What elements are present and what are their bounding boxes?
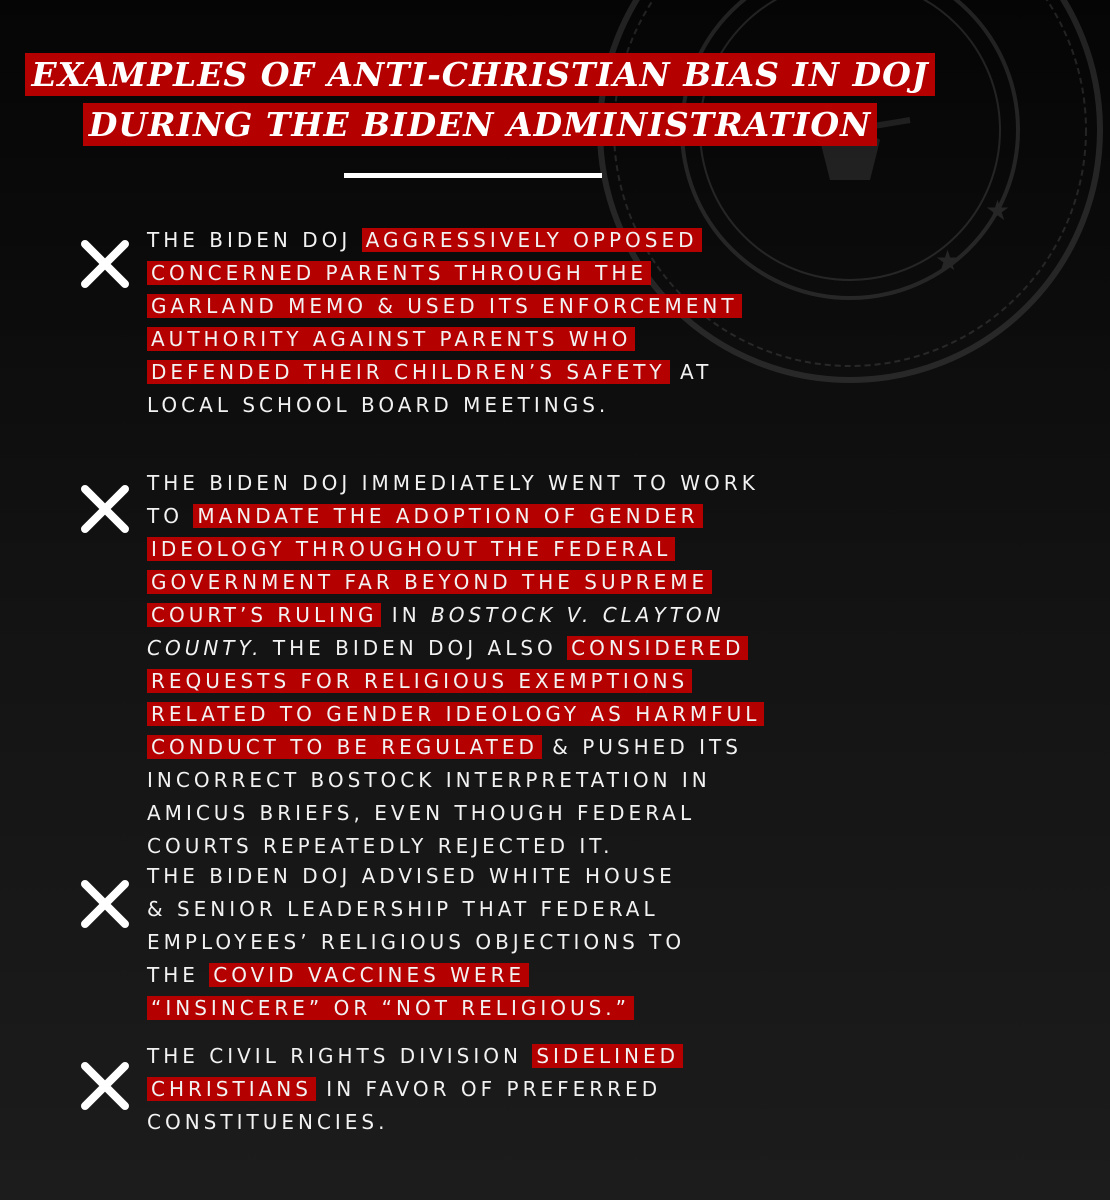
text-line	[147, 566, 887, 599]
page-title	[0, 50, 960, 150]
text-line	[147, 893, 887, 926]
plain-text: CONSTITUENCIES.	[147, 1110, 389, 1134]
text-line	[147, 830, 887, 863]
italic-case-name: BOSTOCK V. CLAYTON	[431, 603, 725, 627]
text-line	[147, 467, 887, 500]
text-line	[147, 224, 887, 257]
plain-text: THE BIDEN DOJ ADVISED WHITE HOUSE	[147, 864, 676, 888]
plain-text: THE BIDEN DOJ IMMEDIATELY WENT TO WORK	[147, 471, 759, 495]
plain-text: INCORRECT BOSTOCK INTERPRETATION IN	[147, 768, 711, 792]
highlight-text: COVID VACCINES WERE	[209, 963, 529, 987]
highlight-text: CONDUCT TO BE REGULATED	[147, 735, 542, 759]
text-line	[147, 356, 887, 389]
title-underline	[344, 173, 602, 178]
plain-text: & PUSHED ITS	[541, 735, 742, 759]
highlight-text: IDEOLOGY THROUGHOUT THE FEDERAL	[147, 537, 675, 561]
text-line	[147, 632, 887, 665]
text-line	[147, 992, 887, 1025]
highlight-text: AGGRESSIVELY OPPOSED	[362, 228, 702, 252]
text-line	[147, 860, 887, 893]
text-line	[147, 533, 887, 566]
highlight-text: MANDATE THE ADOPTION OF GENDER	[193, 504, 702, 528]
plain-text: IN	[381, 603, 432, 627]
text-line	[147, 1073, 887, 1106]
highlight-text: GARLAND MEMO & USED ITS ENFORCEMENT	[147, 294, 742, 318]
text-line	[147, 257, 887, 290]
bias-example-text	[147, 860, 887, 1025]
plain-text: EMPLOYEES’ RELIGIOUS OBJECTIONS TO	[147, 930, 686, 954]
svg-text:★: ★	[985, 194, 1011, 227]
title-line-2: DURING THE BIDEN ADMINISTRATION	[83, 103, 878, 146]
bias-example-text	[147, 224, 887, 422]
highlight-text: SIDELINED	[532, 1044, 683, 1068]
text-line	[147, 290, 887, 323]
plain-text: TO	[147, 504, 194, 528]
plain-text: THE BIDEN DOJ	[147, 228, 362, 252]
bias-example-text	[147, 1040, 887, 1139]
svg-text:★: ★	[935, 244, 961, 277]
x-mark-icon	[79, 238, 131, 290]
x-mark-icon	[79, 878, 131, 930]
text-line	[147, 959, 887, 992]
highlight-text: “INSINCERE” OR “NOT RELIGIOUS.”	[147, 996, 634, 1020]
text-line	[147, 764, 887, 797]
plain-text: AMICUS BRIEFS, EVEN THOUGH FEDERAL	[147, 801, 696, 825]
plain-text: COURTS REPEATEDLY REJECTED IT.	[147, 834, 614, 858]
highlight-text: AUTHORITY AGAINST PARENTS WHO	[147, 327, 635, 351]
text-line	[147, 1106, 887, 1139]
title-line-1: EXAMPLES OF ANTI-CHRISTIAN BIAS IN DOJ	[25, 53, 934, 96]
plain-text: THE BIDEN DOJ ALSO	[262, 636, 568, 660]
text-line	[147, 731, 887, 764]
text-line	[147, 926, 887, 959]
x-mark-icon	[79, 483, 131, 535]
text-line	[147, 323, 887, 356]
highlight-text: CONCERNED PARENTS THROUGH THE	[147, 261, 651, 285]
highlight-text: DEFENDED THEIR CHILDREN’S SAFETY	[147, 360, 670, 384]
highlight-text: CONSIDERED	[567, 636, 748, 660]
bias-example-text	[147, 467, 887, 863]
x-mark-icon	[79, 1060, 131, 1112]
text-line	[147, 797, 887, 830]
text-line	[147, 389, 887, 422]
highlight-text: CHRISTIANS	[147, 1077, 316, 1101]
text-line	[147, 1040, 887, 1073]
plain-text: THE	[147, 963, 210, 987]
highlight-text: REQUESTS FOR RELIGIOUS EXEMPTIONS	[147, 669, 692, 693]
plain-text: AT	[669, 360, 713, 384]
plain-text: LOCAL SCHOOL BOARD MEETINGS.	[147, 393, 610, 417]
plain-text: IN FAVOR OF PREFERRED	[315, 1077, 662, 1101]
italic-case-name: COUNTY.	[147, 636, 263, 660]
highlight-text: RELATED TO GENDER IDEOLOGY AS HARMFUL	[147, 702, 764, 726]
text-line	[147, 500, 887, 533]
highlight-text: COURT’S RULING	[147, 603, 381, 627]
highlight-text: GOVERNMENT FAR BEYOND THE SUPREME	[147, 570, 712, 594]
text-line	[147, 599, 887, 632]
text-line	[147, 665, 887, 698]
text-line	[147, 698, 887, 731]
plain-text: THE CIVIL RIGHTS DIVISION	[147, 1044, 533, 1068]
plain-text: & SENIOR LEADERSHIP THAT FEDERAL	[147, 897, 659, 921]
